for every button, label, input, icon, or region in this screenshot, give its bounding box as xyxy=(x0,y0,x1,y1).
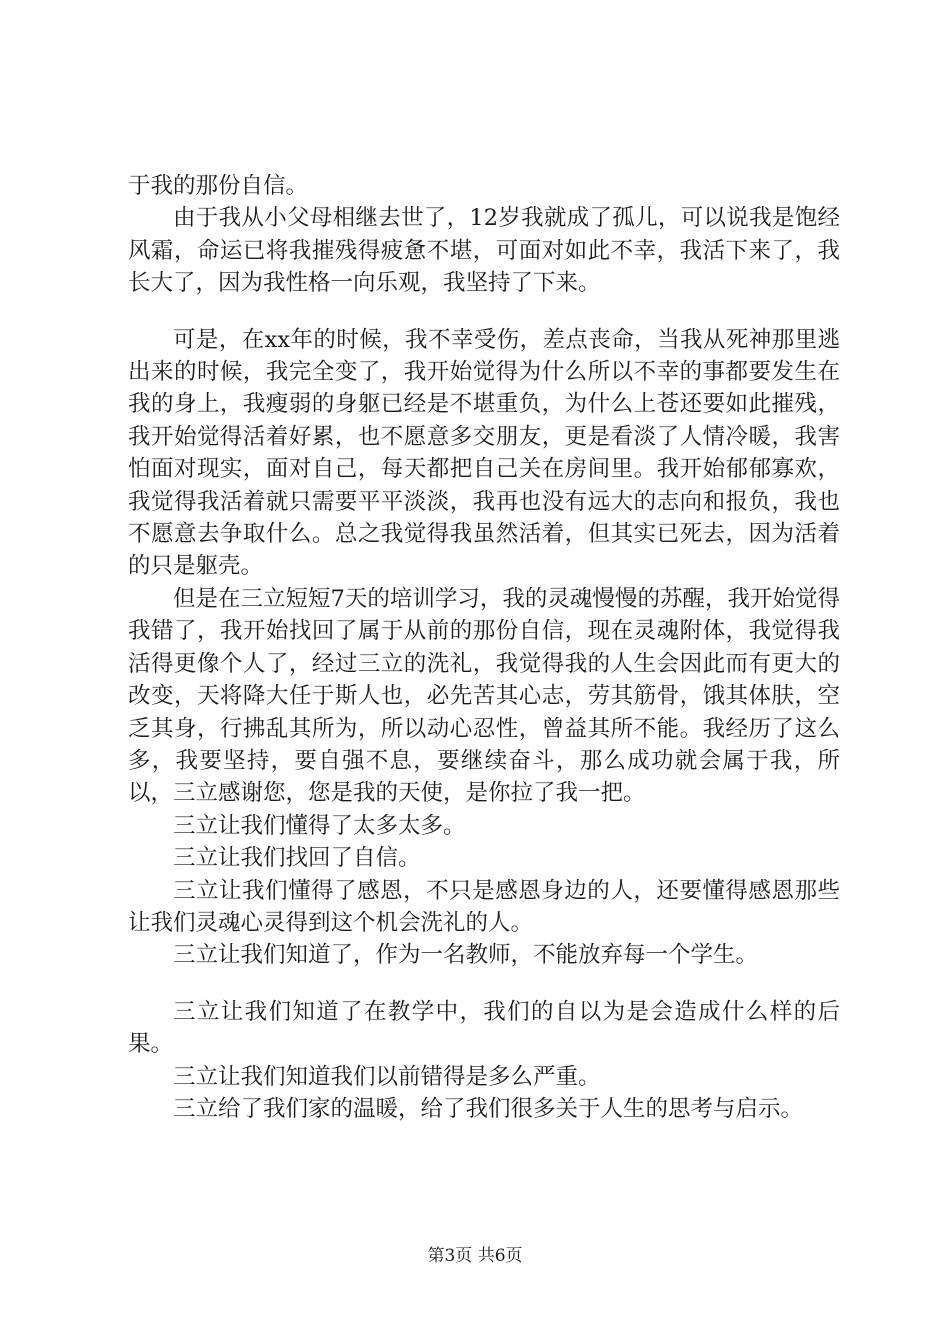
paragraph-gap xyxy=(128,300,840,324)
paragraph-understood: 三立让我们懂得了太多太多。 xyxy=(173,812,466,839)
body-text xyxy=(128,170,840,1125)
paragraph-orphan: 由于我从小父母相继去世了，12岁我就成了孤儿，可以说我是饱经风霜，命运已将我摧残得疲惫不堪，可面对如此不幸，我活下来了，我长大了，因为我性格一向乐观，我坚持了下来。 xyxy=(128,205,840,297)
page-number: 第3页 共6页 xyxy=(427,1246,523,1266)
paragraph-continuation: 于我的那份自信。 xyxy=(128,173,309,199)
page-footer xyxy=(0,1245,950,1267)
paragraph-training: 但是在三立短短7天的培训学习，我的灵魂慢慢的苏醒，我开始觉得我错了，我开始找回了属于从前的那份自信，现在灵魂附体，我觉得我活得更像个人了，经过三立的洗礼，我觉得我的人生会因此而有更大的改变，天将降大任于斯人也，必先苦其心志，劳其筋骨，饿其体肤，空乏其身，行拂乱其所为，所以动心忍性，曾益其所不能。我经历了这么多，我要坚持，要自强不息，要继续奋斗，那么成功就会属于我，所以，三立感谢您，您是我的天使，是你拉了我一把。 xyxy=(128,585,840,807)
paragraph-gap xyxy=(128,972,840,996)
paragraph-teacher: 三立让我们知道了，作为一名教师，不能放弃每一个学生。 xyxy=(173,942,759,969)
paragraph-teaching: 三立让我们知道了在教学中，我们的自以为是会造成什么样的后果。 xyxy=(128,998,840,1058)
paragraph-gratitude: 三立让我们懂得了感恩，不只是感恩身边的人，还要懂得感恩那些让我们灵魂心灵得到这个机会洗礼的人。 xyxy=(128,877,840,936)
paragraph-warmth: 三立给了我们家的温暖，给了我们很多关于人生的思考与启示。 xyxy=(173,1095,804,1122)
paragraph-mistakes: 三立让我们知道我们以前错得是多么严重。 xyxy=(173,1063,601,1090)
paragraph-injury: 可是，在xx年的时候，我不幸受伤，差点丧命，当我从死神那里逃出来的时候，我完全变了，我开始觉得为什么所以不幸的事都要发生在我的身上，我瘦弱的身躯已经是不堪重负，为什么上苍还要如此摧残，我开始觉得活着好累，也不愿意多交朋友，更是看淡了人情冷暖，我害怕面对现实，面对自己，每天都把自己关在房间里。我开始郁郁寡欢，我觉得我活着就只需要平平淡淡，我再也没有远大的志向和报负，我也不愿意去争取什么。总之我觉得我虽然活着，但其实已死去，因为活着的只是躯壳。 xyxy=(128,326,840,580)
paragraph-confidence: 三立让我们找回了自信。 xyxy=(173,845,421,872)
